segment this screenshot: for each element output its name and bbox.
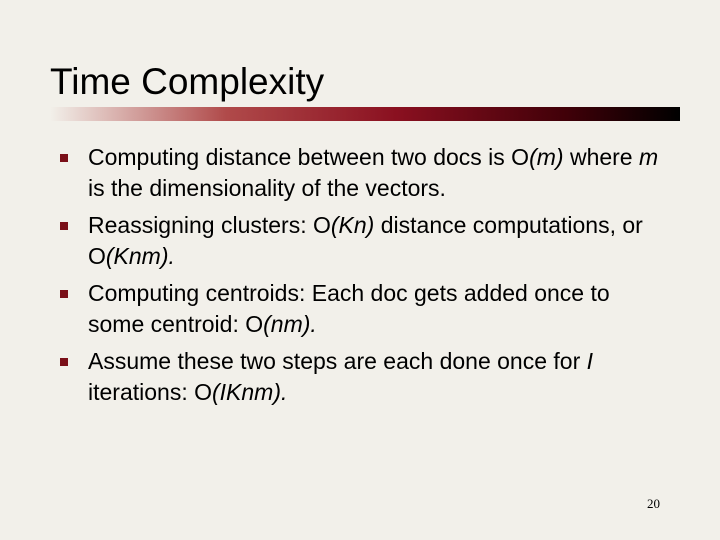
text-segment: Computing distance between two docs is O — [88, 144, 530, 170]
page-number: 20 — [647, 496, 660, 511]
bullet-text — [88, 348, 593, 405]
bullet-text — [88, 280, 610, 337]
square-bullet-icon — [60, 290, 68, 298]
math-segment: (nm). — [263, 311, 317, 337]
text-segment: Computing centroids: Each doc gets added once to some centroid: O — [88, 280, 610, 337]
math-segment: I — [586, 348, 594, 374]
math-segment: (Kn) — [330, 212, 375, 238]
bullet-item — [60, 142, 660, 204]
bullet-item — [60, 346, 660, 408]
bullet-text — [88, 144, 658, 201]
math-segment: (IKnm). — [212, 379, 288, 405]
text-segment: iterations: O — [88, 379, 212, 405]
bullet-item — [60, 278, 660, 340]
text-segment: is the dimensionality of the vectors. — [88, 175, 446, 201]
bullet-list — [60, 142, 660, 414]
bullet-text — [88, 212, 643, 269]
math-segment: m — [639, 144, 659, 170]
text-segment: Assume these two steps are each done once for — [88, 348, 587, 374]
bullet-item — [60, 210, 660, 272]
text-segment: where — [563, 144, 639, 170]
square-bullet-icon — [60, 222, 68, 230]
square-bullet-icon — [60, 154, 68, 162]
math-segment: (Knm). — [105, 243, 175, 269]
title-underline-bar — [50, 107, 680, 121]
slide-title: Time Complexity — [50, 61, 325, 102]
square-bullet-icon — [60, 358, 68, 366]
text-segment: distance computations, or O — [88, 212, 643, 269]
math-segment: (m) — [529, 144, 564, 170]
text-segment: Reassigning clusters: O — [88, 212, 331, 238]
